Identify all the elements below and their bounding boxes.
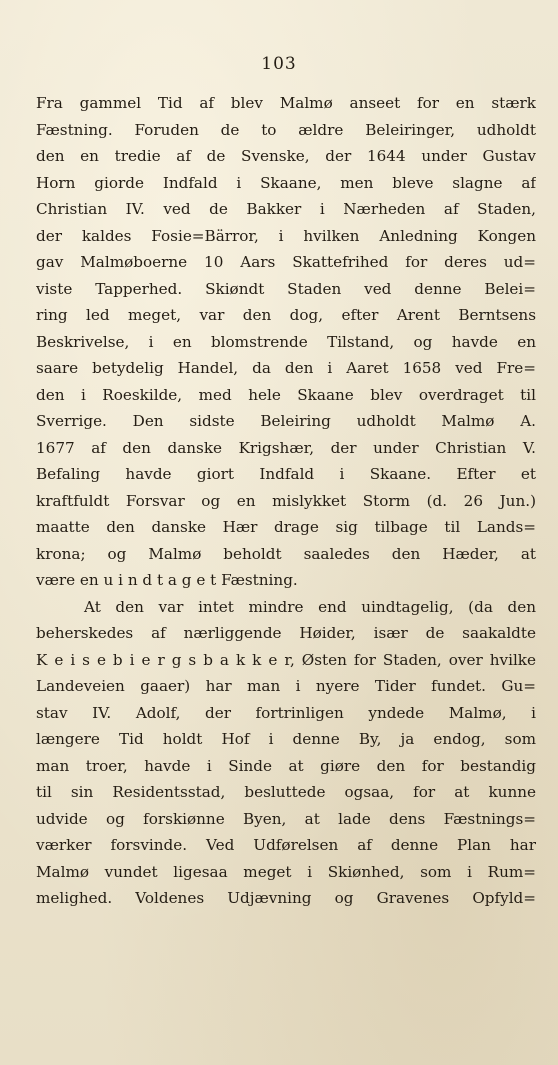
text-line: melighed. Voldenes Udjævning og Gravenes Opfyld=: [36, 889, 536, 907]
text-line: der kaldes Fosie=Bärror, i hvilken Anledning Kongen: [36, 226, 536, 245]
text-line: Fæstning. Foruden de to ældre Beleiringer, udholdt: [36, 120, 536, 139]
text-line: udvide og forskiønne Byen, at lade dens Fæstnings=: [36, 809, 536, 828]
text-line: Malmø vundet ligesaa meget i Skiønhed, som i Rum=: [36, 862, 536, 881]
text-line: Christian IV. ved de Bakker i Nærheden af Staden,: [36, 200, 536, 218]
body-text: [36, 90, 536, 912]
text-line: Sverrige. Den sidste Beleiring udholdt Malmø A.: [36, 412, 536, 430]
text-line: saare betydelig Handel, da den i Aaret 1658 ved Fre=: [36, 359, 536, 377]
text-line: maatte den danske Hær drage sig tilbage til Lands=: [36, 518, 536, 536]
text-line: Fra gammel Tid af blev Malmø anseet for en stærk: [36, 94, 536, 112]
page-number: 103: [261, 54, 297, 74]
text-line: krona; og Malmø beholdt saaledes den Hæder, at: [36, 544, 536, 563]
text-line: Horn giorde Indfald i Skaane, men bleve slagne af: [36, 173, 536, 192]
text-line: man troer, havde i Sinde at giøre den for bestandig: [36, 756, 536, 775]
text-line: viste Tapperhed. Skiøndt Staden ved denne Belei=: [36, 279, 536, 298]
text-line: længere Tid holdt Hof i denne By, ja endog, som: [36, 730, 536, 748]
text-line: 1677 af den danske Krigshær, der under Christian V.: [36, 438, 536, 457]
text-line: den en tredie af de Svenske, der 1644 under Gustav: [36, 147, 536, 165]
text-line: beherskedes af nærliggende Høider, især de saakaldte: [36, 624, 536, 642]
text-line: At den var intet mindre end uindtagelig, (da den: [84, 597, 536, 616]
text-line: til sin Residentsstad, besluttede ogsaa, for at kunne: [36, 783, 536, 801]
text-line: den i Roeskilde, med hele Skaane blev overdraget til: [36, 385, 536, 404]
text-line: være en u i n d t a g e t Fæstning.: [36, 571, 298, 589]
text-line: stav IV. Adolf, der fortrinligen yndede Malmø, i: [36, 703, 536, 722]
text-line: Beskrivelse, i en blomstrende Tilstand, og havde en: [36, 332, 536, 351]
text-line: kraftfuldt Forsvar og en mislykket Storm (d. 26 Jun.): [36, 491, 536, 510]
text-line: K e i s e b i e r g s b a k k e r, Østen for Staden, over hvilke: [36, 650, 536, 669]
text-line: gav Malmøboerne 10 Aars Skattefrihed for deres ud=: [36, 253, 536, 271]
text-line: Befaling havde giort Indfald i Skaane. Efter et: [36, 465, 536, 483]
text-line: Landeveien gaaer) har man i nyere Tider fundet. Gu=: [36, 677, 536, 695]
text-line: værker forsvinde. Ved Udførelsen af denne Plan har: [36, 836, 536, 854]
text-line: ring led meget, var den dog, efter Arent Berntsens: [36, 306, 536, 324]
